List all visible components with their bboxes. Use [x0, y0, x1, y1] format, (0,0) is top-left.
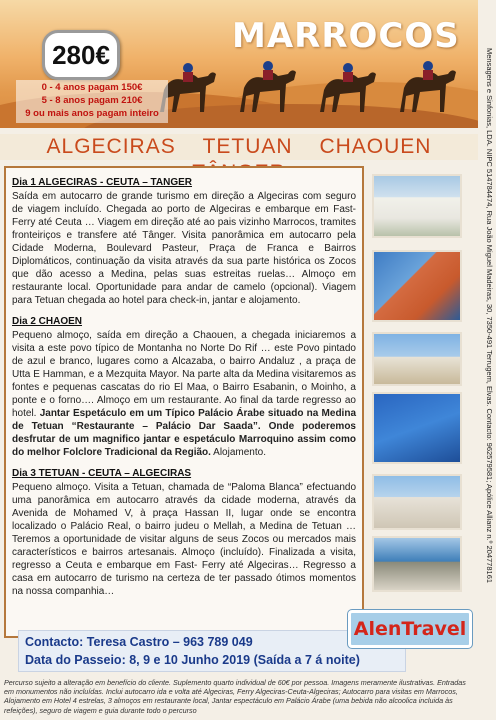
logo-text: AlenTravel	[353, 618, 467, 640]
city-name: CHAOUEN	[319, 135, 432, 158]
day-title: Dia 3 TETUAN - CEUTA – ALGECIRAS	[12, 468, 192, 479]
company-info-vertical	[480, 0, 496, 720]
day-text: Saída em autocarro de grande turismo em direção a Algeciras com seguro de viagem incluído. Chegada ao porto de Algeciras e embarque em Fast-Ferry até Ceuta … Viagem em direção até ao pais vizinho Marrocos, tramites fronteiriços e transfere até Tânger. Visita panorâmica em autocarro pela Cidade Moderna, Boulevard Pasteur, Praça de Franca e Bairros Diplomáticos, continuação da visita através da sua parte histórica os Zocos que dão acesso a Medina, pelas suas estreitas ruelas… Almoço em restaurante local. Oportunidade para andar de camelo (opcional). Viagem para Tetuan chegada ao hotel para check-in, jantar e alojamento.	[12, 191, 356, 306]
itinerary-panel	[4, 166, 364, 638]
company-info-text: Mensagens e Sinfonias, LDA. NIPC 514784474, Rua João Miguel Madeiras, 30, 7350-491 Terrugem, Elvas. Contacto: 962579581; Apólice Allianz n.º 204778161	[485, 48, 494, 584]
city-name: ALGECIRAS	[46, 135, 176, 158]
day-text: Pequeno almoço, saída em direção a Chaouen, a chegada iniciaremos a visita a este povo típico de Montanha no Norte Do Rif … este Povo pintado de azul e branco, lugares como a Alcazaba, o bairro Andaluz , a praça de Utta E Hamman, e a Mezquita Mayor. Na parte alta da Medina visitaremos as fontes e pequenas cascatas do rio El Maa, o Bairro Esabanin, o Moinho, a ponte e o forno…. Almoço em um restaurante. Ao final da tarde regresso ao hotel.	[12, 330, 356, 419]
tangier-photo	[372, 174, 462, 238]
day-title: Dia 1 ALGECIRAS - CEUTA – TANGER	[12, 177, 193, 188]
city-view-photo	[372, 474, 462, 530]
contact-name-phone: Contacto: Teresa Castro – 963 789 049	[25, 635, 253, 649]
alentravel-logo	[348, 610, 472, 648]
page-title: MARROCOS	[232, 16, 460, 56]
child-price-line: 0 - 4 anos pagam 150€	[41, 82, 143, 93]
city-name: TETUAN	[202, 135, 293, 158]
child-prices	[16, 80, 168, 123]
coast-photo	[372, 536, 462, 592]
day-section	[12, 467, 356, 598]
day-highlight-text: Jantar Espetáculo em um Típico Palácio Árabe situado na Medina de Tetuan “Restaurante – Palácio Dar Saada”. Onde poderemos desfrutar de um magnifico jantar e espetáculo Marroquino assim como do melhor Folclore Tradicional da Região.	[12, 408, 357, 458]
trip-dates: Data do Passeio: 8, 9 e 10 Junho 2019 (Saída a 7 á noite)	[25, 653, 360, 667]
day-title: Dia 2 CHAOEN	[12, 316, 83, 327]
day-text: Pequeno almoço. Visita a Tetuan, chamada de “Paloma Blanca” efectuando uma panorâmica em autocarro através da cidade moderna, através da Avenida de Mohamed V, à praça Hassan II, lugar onde se encontra localizado o Palácio Real, o bairro judeu o Mellah, a Medina de Tetuan … Teremos a oportunidade de visitar alguns de seus Zocos ou mercados mais característicos e bairros artesanais. Almoço (incluído). Finalizada a visita, regresso a Ceuta e embarque em Fast- Ferry até Algeciras… Regresso a casa em autocarro de turismo na certeza de ter passado ótimos momentos na nossa companhia…	[12, 482, 356, 597]
blue-street-photo	[372, 392, 462, 464]
footer-notes: Percurso sujeito a alteração em benefício do cliente. Suplemento quarto individual de 60€ por pessoa. Imagens meramente ilustrativas. Entradas em monumentos não incluídas. Inclui autocarro ida e volta até Algeciras, Ferry Algeciras-Ceuta-Algeciras; Autocarro para visitas em Marrocos, Alojamento em Hotel 4 estrelas, 3 almoços em restaurante local, Jantar espectáculo em Palácio Árabe (uma bebida não alcoolica incluida às refeições), seguro de viagem e guia durante todo o percurso	[4, 678, 466, 715]
day-section	[12, 315, 356, 459]
price-badge: 280€	[42, 30, 120, 80]
tetuan-square-photo	[372, 332, 462, 386]
cities-bar	[0, 134, 478, 160]
child-price-line: 5 - 8 anos pagam 210€	[41, 95, 143, 106]
camel-caravan-illustration	[150, 52, 478, 122]
child-price-line: 9 ou mais anos pagam inteiro	[25, 108, 159, 119]
chefchaouen-photo	[372, 250, 462, 322]
day-section	[12, 176, 356, 307]
desert-banner	[0, 0, 478, 128]
day-text-end: Alojamento.	[210, 447, 266, 458]
